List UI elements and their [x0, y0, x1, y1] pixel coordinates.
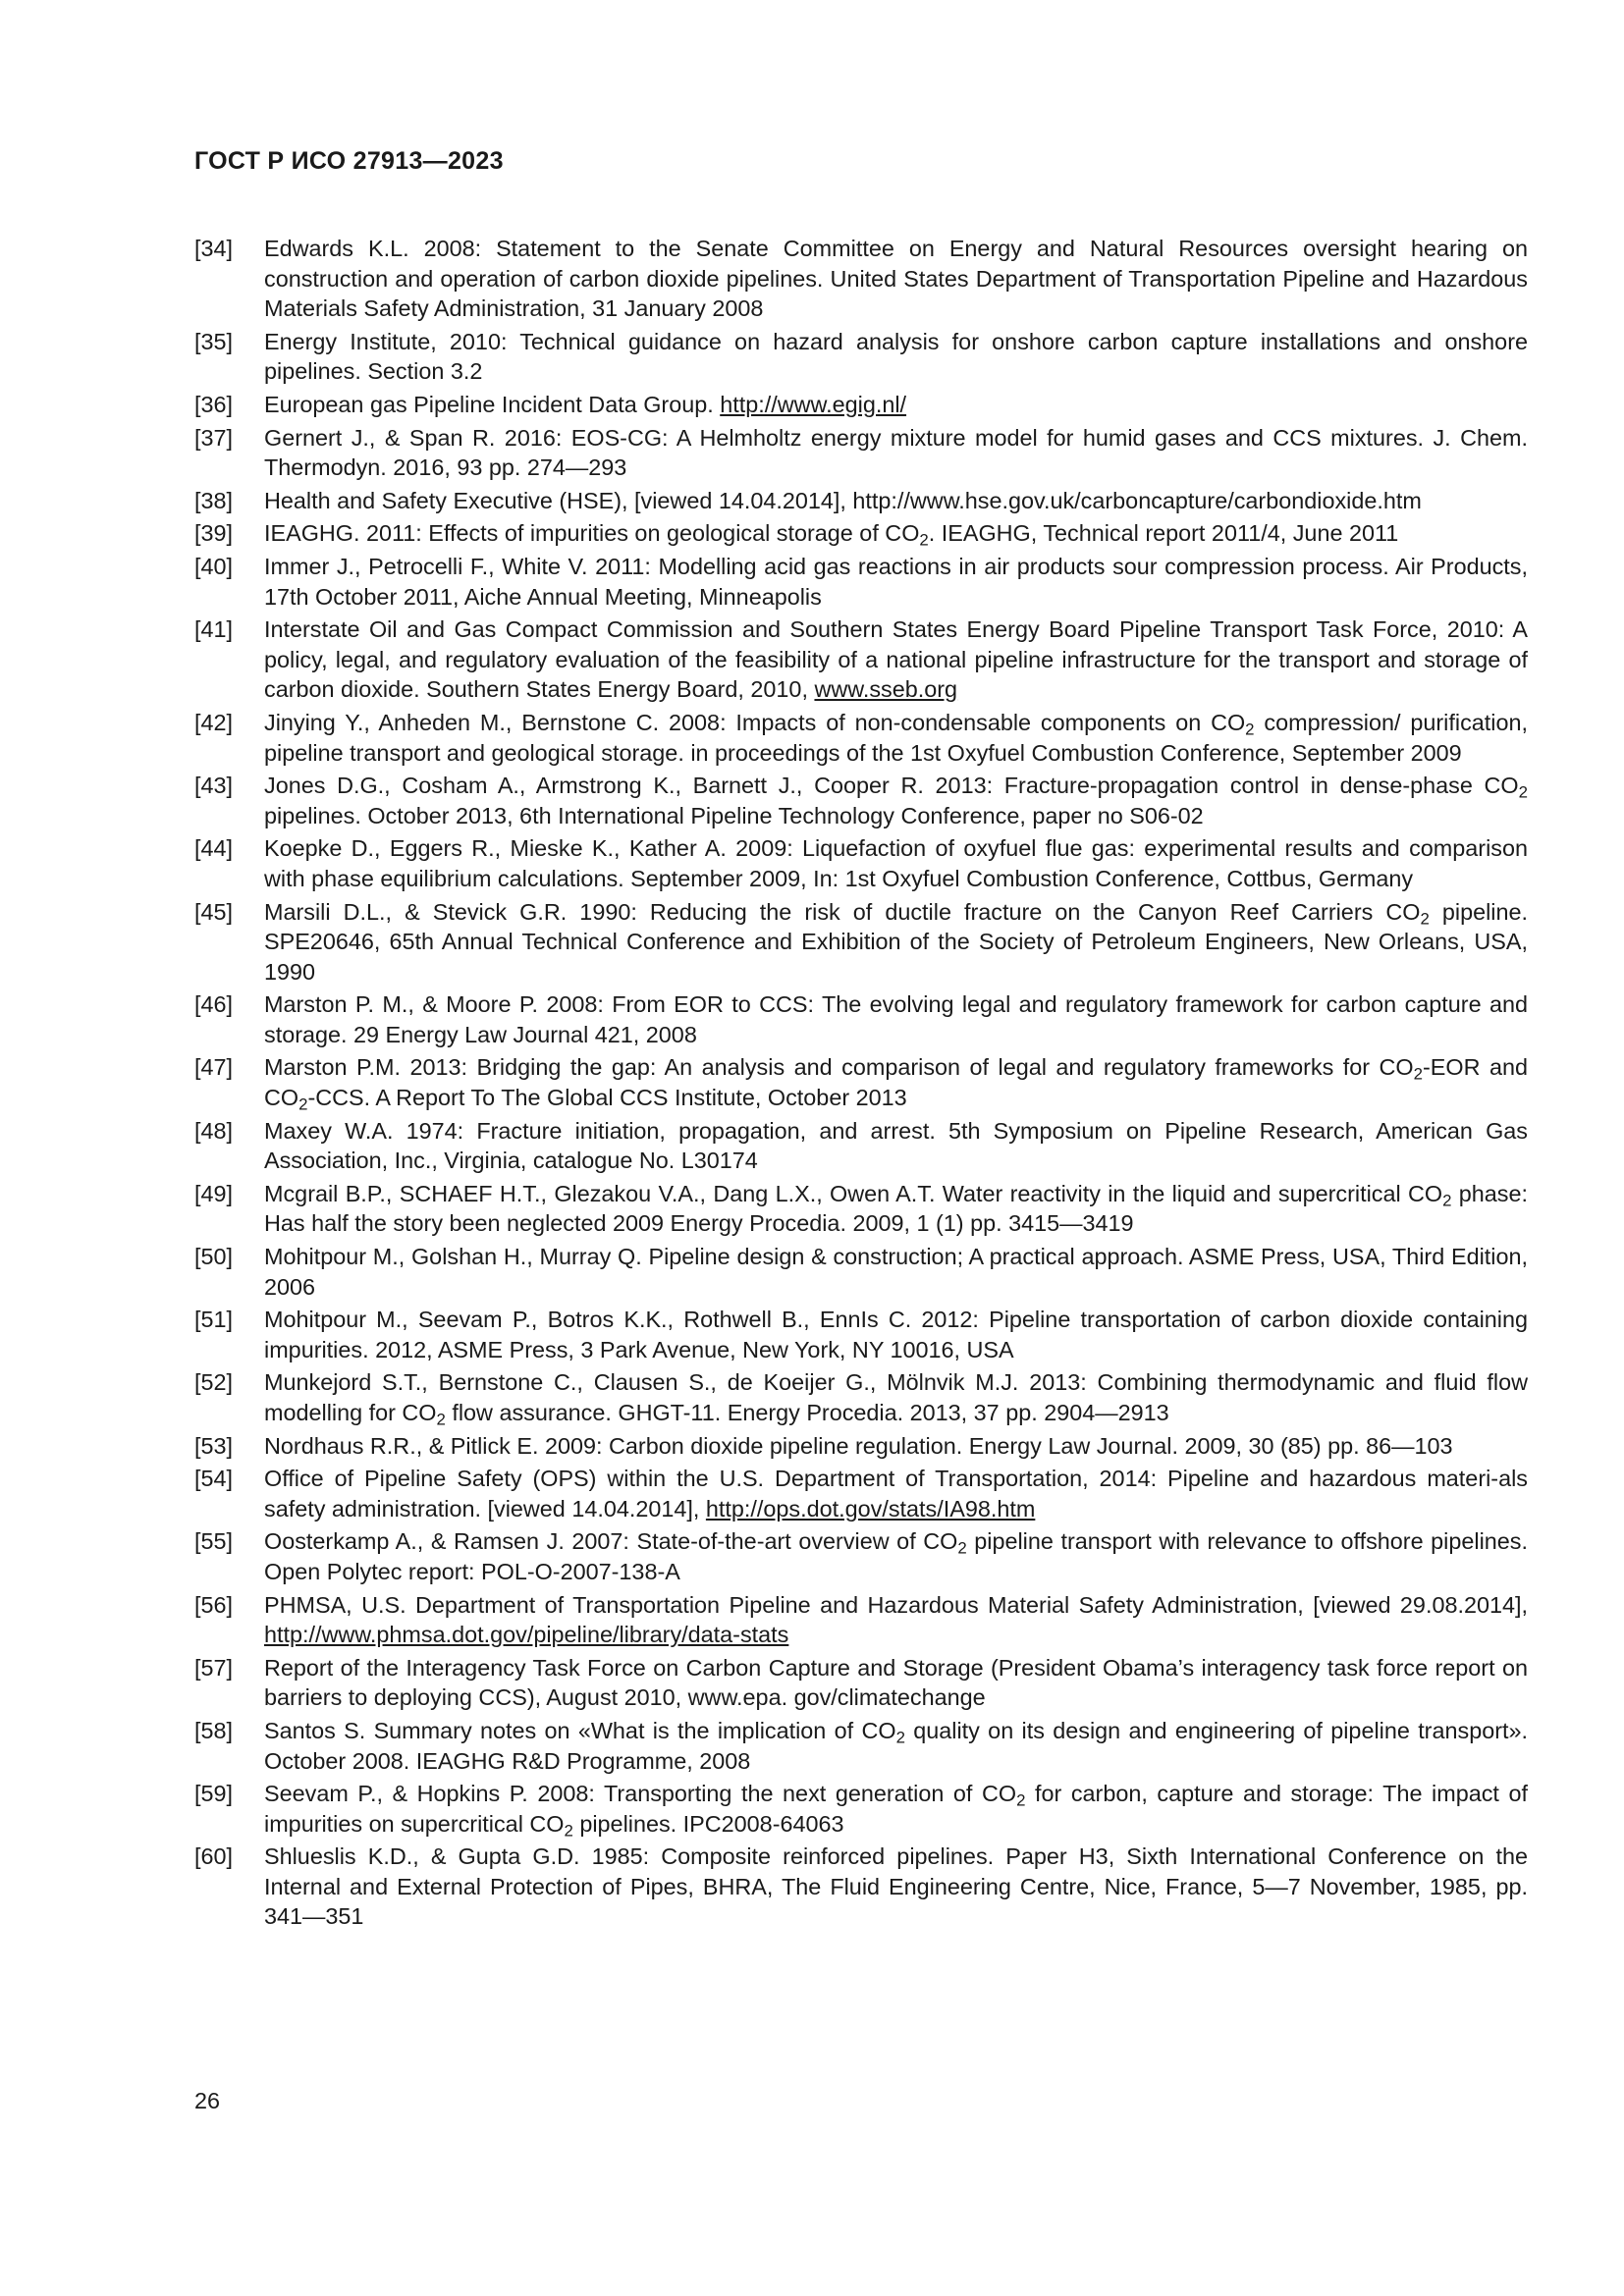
- reference-text: [264, 1179, 1528, 1239]
- reference-text-part: Office of Pipeline Safety (OPS) within the U.S. Department of Transportation, 2014: Pipeline and hazardous materi-als safety administration. [viewed 14.04.2014],: [264, 1466, 1528, 1522]
- reference-number: [34]: [194, 236, 234, 261]
- reference-item: [194, 897, 1528, 988]
- reference-link[interactable]: http://ops.dot.gov/stats/IA98.htm: [705, 1495, 1036, 1522]
- reference-text: [264, 771, 1528, 830]
- reference-text: [264, 327, 1528, 387]
- reference-link[interactable]: http://www.phmsa.dot.gov/pipeline/library/data-stats: [264, 1622, 789, 1648]
- reference-text: [264, 1716, 1528, 1776]
- reference-item: [194, 1431, 1528, 1462]
- reference-text-part: pipelines. October 2013, 6th International Pipeline Technology Conference, paper no S06-02: [264, 802, 1204, 828]
- reference-item: [194, 390, 1528, 420]
- reference-text-part: IEAGHG. 2011: Effects of impurities on geological storage of CO: [264, 520, 920, 547]
- reference-item: [194, 1526, 1528, 1586]
- reference-number: [49]: [194, 1180, 234, 1206]
- reference-number: [56]: [194, 1591, 234, 1618]
- reference-item: [194, 1242, 1528, 1302]
- reference-text-part: Mcgrail B.P., SCHAEF H.T., Glezakou V.A., Dang L.X., Owen A.T. Water reactivity in the liquid and supercritical CO: [264, 1180, 1443, 1206]
- page-header-title: ГОСТ Р ИСО 27913—2023: [194, 147, 504, 175]
- reference-text-part: Jones D.G., Cosham A., Armstrong K., Barnett J., Cooper R. 2013: Fracture-propagation control in dense-phase CO: [264, 773, 1519, 799]
- reference-number: [59]: [194, 1781, 234, 1807]
- reference-text-part: Edwards K.L. 2008: Statement to the Senate Committee on Energy and Natural Resources oversight hearing on construction and operation of carbon dioxide pipelines. United States Department of Transportation Pipeline and Hazardous Materials Safety Administration, 31 January 2008: [264, 236, 1528, 321]
- reference-text: [264, 708, 1528, 768]
- reference-text: [264, 1842, 1528, 1932]
- reference-text-part: quality on its design and engineering of pipeline transport». October 2008. IEAGHG R&D Programme, 2008: [264, 1718, 1529, 1774]
- reference-number: [39]: [194, 520, 234, 547]
- reference-text-part: Interstate Oil and Gas Compact Commission and Southern States Energy Board Pipeline Transport Task Force, 2010: A policy, legal, and regulatory evaluation of the feasibility of a national pipeline infrastructure for the transport and storage of carbon dioxide. Southern States Energy Board, 2010,: [264, 616, 1528, 703]
- reference-number: [46]: [194, 991, 234, 1018]
- reference-number: [45]: [194, 898, 234, 925]
- reference-text-part: Immer J., Petrocelli F., White V. 2011: Modelling acid gas reactions in air products sour compression process. Air Products, 17th October 2011, Aiche Annual Meeting, Minneapolis: [264, 554, 1528, 610]
- reference-text-part: Health and Safety Executive (HSE), [viewed 14.04.2014], http://www.hse.gov.uk/carboncapture/carbondioxide.htm: [264, 487, 1422, 513]
- reference-text: [264, 1116, 1528, 1176]
- reference-item: [194, 833, 1528, 893]
- reference-item: [194, 1052, 1528, 1112]
- reference-text: [264, 1431, 1528, 1462]
- subscript: 2: [895, 1728, 905, 1747]
- reference-text-part: Gernert J., & Span R. 2016: EOS-CG: A Helmholtz energy mixture model for humid gases and CCS mixtures. J. Chem. Thermodyn. 2016, 93 pp. 274—293: [264, 424, 1528, 481]
- page-number: 26: [194, 2088, 221, 2113]
- reference-item: [194, 1716, 1528, 1776]
- reference-text: [264, 1590, 1528, 1650]
- reference-text: [264, 614, 1528, 705]
- reference-list: [194, 234, 1528, 1935]
- reference-text-part: Nordhaus R.R., & Pitlick E. 2009: Carbon dioxide pipeline regulation. Energy Law Journal. 2009, 30 (85) pp. 86—103: [264, 1432, 1453, 1459]
- reference-link[interactable]: www.sseb.org: [814, 676, 958, 703]
- reference-number: [47]: [194, 1054, 234, 1081]
- subscript: 2: [1442, 1191, 1452, 1210]
- reference-text: [264, 1464, 1528, 1523]
- reference-item: [194, 708, 1528, 768]
- reference-text: [264, 833, 1528, 893]
- reference-number: [43]: [194, 773, 234, 799]
- reference-item: [194, 1653, 1528, 1713]
- reference-text: [264, 234, 1528, 324]
- reference-text-part: pipelines. IPC2008-64063: [572, 1810, 844, 1837]
- subscript: 2: [1518, 782, 1528, 802]
- reference-item: [194, 1590, 1528, 1650]
- reference-text: [264, 1367, 1528, 1427]
- reference-number: [57]: [194, 1654, 234, 1681]
- reference-text-part: Marston P. M., & Moore P. 2008: From EOR to CCS: The evolving legal and regulatory framework for carbon capture and storage. 29 Energy Law Journal 421, 2008: [264, 991, 1528, 1047]
- reference-text-part: Report of the Interagency Task Force on Carbon Capture and Storage (President Obama’s interagency task force report on barriers to deploying CCS), August 2010, www.epa. gov/climatechange: [264, 1654, 1528, 1711]
- reference-number: [44]: [194, 835, 234, 862]
- reference-number: [38]: [194, 487, 234, 513]
- reference-number: [51]: [194, 1307, 234, 1333]
- reference-number: [60]: [194, 1843, 234, 1870]
- reference-item: [194, 1842, 1528, 1932]
- subscript: 2: [919, 531, 929, 551]
- reference-text-part: Jinying Y., Anheden M., Bernstone C. 2008: Impacts of non-condensable components on CO: [264, 710, 1246, 735]
- reference-text-part: -CCS. A Report To The Global CCS Institute, October 2013: [307, 1084, 907, 1110]
- reference-text-part: pipeline. SPE20646, 65th Annual Technical Conference and Exhibition of the Society of Petroleum Engineers, New Orleans, USA, 1990: [264, 898, 1528, 985]
- reference-text: [264, 518, 1528, 549]
- reference-text: [264, 989, 1528, 1049]
- reference-number: [54]: [194, 1466, 234, 1492]
- reference-item: [194, 614, 1528, 705]
- reference-text-part: European gas Pipeline Incident Data Group.: [264, 391, 721, 417]
- reference-text: [264, 552, 1528, 612]
- reference-text-part: pipeline transport with relevance to offshore pipelines. Open Polytec report: POL-O-2007-138-A: [264, 1528, 1528, 1584]
- subscript: 2: [1420, 909, 1430, 929]
- subscript: 2: [564, 1821, 573, 1841]
- reference-text: [264, 423, 1528, 483]
- reference-item: [194, 1116, 1528, 1176]
- reference-item: [194, 1779, 1528, 1839]
- reference-text: [264, 1526, 1528, 1586]
- subscript: 2: [436, 1410, 446, 1429]
- reference-text-part: Seevam P., & Hopkins P. 2008: Transporting the next generation of CO: [264, 1781, 1017, 1807]
- reference-number: [41]: [194, 616, 234, 643]
- reference-text: [264, 1052, 1528, 1112]
- reference-text-part: Mohitpour M., Seevam P., Botros K.K., Rothwell B., EnnIs C. 2012: Pipeline transportation of carbon dioxide containing impurities. 2012, ASME Press, 3 Park Avenue, New York, NY 10016, USA: [264, 1307, 1528, 1362]
- reference-item: [194, 234, 1528, 324]
- reference-item: [194, 1179, 1528, 1239]
- reference-number: [50]: [194, 1244, 234, 1269]
- reference-number: [42]: [194, 710, 234, 735]
- reference-text: [264, 1653, 1528, 1713]
- reference-text: [264, 1242, 1528, 1302]
- reference-item: [194, 989, 1528, 1049]
- reference-item: [194, 1367, 1528, 1427]
- reference-text-part: Marston P.M. 2013: Bridging the gap: An analysis and comparison of legal and regulatory frameworks for CO: [264, 1054, 1414, 1081]
- reference-text: [264, 390, 1528, 420]
- reference-number: [48]: [194, 1117, 234, 1144]
- reference-item: [194, 771, 1528, 830]
- reference-text-part: Mohitpour M., Golshan H., Murray Q. Pipeline design & construction; A practical approach. ASME Press, USA, Third Edition, 2006: [264, 1244, 1528, 1300]
- reference-text: [264, 1305, 1528, 1364]
- reference-text-part: -EOR and CO: [264, 1054, 1528, 1110]
- reference-text-part: Maxey W.A. 1974: Fracture initiation, propagation, and arrest. 5th Symposium on Pipeline Research, American Gas Association, Inc., Virginia, catalogue No. L30174: [264, 1117, 1528, 1174]
- reference-item: [194, 518, 1528, 549]
- subscript: 2: [957, 1539, 967, 1559]
- reference-text-part: flow assurance. GHGT-11. Energy Procedia. 2013, 37 pp. 2904—2913: [445, 1399, 1169, 1425]
- subscript: 2: [1245, 720, 1255, 739]
- reference-text-part: compression/ purification, pipeline transport and geological storage. in proceedings of the 1st Oxyfuel Combustion Conference, September 2009: [264, 710, 1528, 766]
- subscript: 2: [298, 1095, 308, 1114]
- reference-text-part: Munkejord S.T., Bernstone C., Clausen S., de Koeijer G., Mölnvik M.J. 2013: Combining thermodynamic and fluid flow modelling for CO: [264, 1369, 1528, 1425]
- reference-text-part: Oosterkamp A., & Ramsen J. 2007: State-of-the-art overview of CO: [264, 1528, 958, 1555]
- reference-item: [194, 1464, 1528, 1523]
- subscript: 2: [1016, 1790, 1026, 1810]
- reference-item: [194, 327, 1528, 387]
- reference-text-part: . IEAGHG, Technical report 2011/4, June 2011: [928, 520, 1399, 547]
- subscript: 2: [1413, 1065, 1423, 1085]
- reference-number: [55]: [194, 1528, 234, 1555]
- reference-text-part: Energy Institute, 2010: Technical guidance on hazard analysis for onshore carbon capture installations and onshore pipelines. Section 3.2: [264, 328, 1528, 385]
- reference-number: [53]: [194, 1432, 234, 1459]
- reference-item: [194, 1305, 1528, 1364]
- reference-number: [58]: [194, 1718, 234, 1743]
- reference-text-part: Santos S. Summary notes on «What is the implication of CO: [264, 1718, 896, 1743]
- reference-text-part: for carbon, capture and storage: The impact of impurities on supercritical CO: [264, 1781, 1528, 1837]
- reference-text: [264, 486, 1528, 516]
- reference-text-part: Shlueslis K.D., & Gupta G.D. 1985: Composite reinforced pipelines. Paper H3, Sixth International Conference on the Internal and External Protection of Pipes, BHRA, The Fluid Engineering Centre, Nice, France, 5—7 November, 1985, pp. 341—351: [264, 1843, 1528, 1930]
- reference-text-part: Marsili D.L., & Stevick G.R. 1990: Reducing the risk of ductile fracture on the Canyon Reef Carriers CO: [264, 898, 1421, 925]
- reference-text: [264, 1779, 1528, 1839]
- reference-item: [194, 423, 1528, 483]
- reference-text-part: phase: Has half the story been neglected 2009 Energy Procedia. 2009, 1 (1) pp. 3415—3419: [264, 1180, 1529, 1237]
- reference-link[interactable]: http://www.egig.nl/: [720, 391, 907, 417]
- reference-number: [52]: [194, 1369, 234, 1396]
- reference-number: [35]: [194, 328, 234, 354]
- reference-text-part: Koepke D., Eggers R., Mieske K., Kather A. 2009: Liquefaction of oxyfuel flue gas: experimental results and comparison with phase equilibrium calculations. September 2009, In: 1st Oxyfuel Combustion Conference, Cottbus, Germany: [264, 835, 1528, 891]
- reference-number: [40]: [194, 554, 234, 580]
- reference-item: [194, 486, 1528, 516]
- reference-text: [264, 897, 1528, 988]
- reference-number: [37]: [194, 424, 234, 451]
- reference-item: [194, 552, 1528, 612]
- reference-number: [36]: [194, 391, 234, 417]
- reference-text-part: PHMSA, U.S. Department of Transportation Pipeline and Hazardous Material Safety Administration, [viewed 29.08.2014],: [264, 1591, 1528, 1618]
